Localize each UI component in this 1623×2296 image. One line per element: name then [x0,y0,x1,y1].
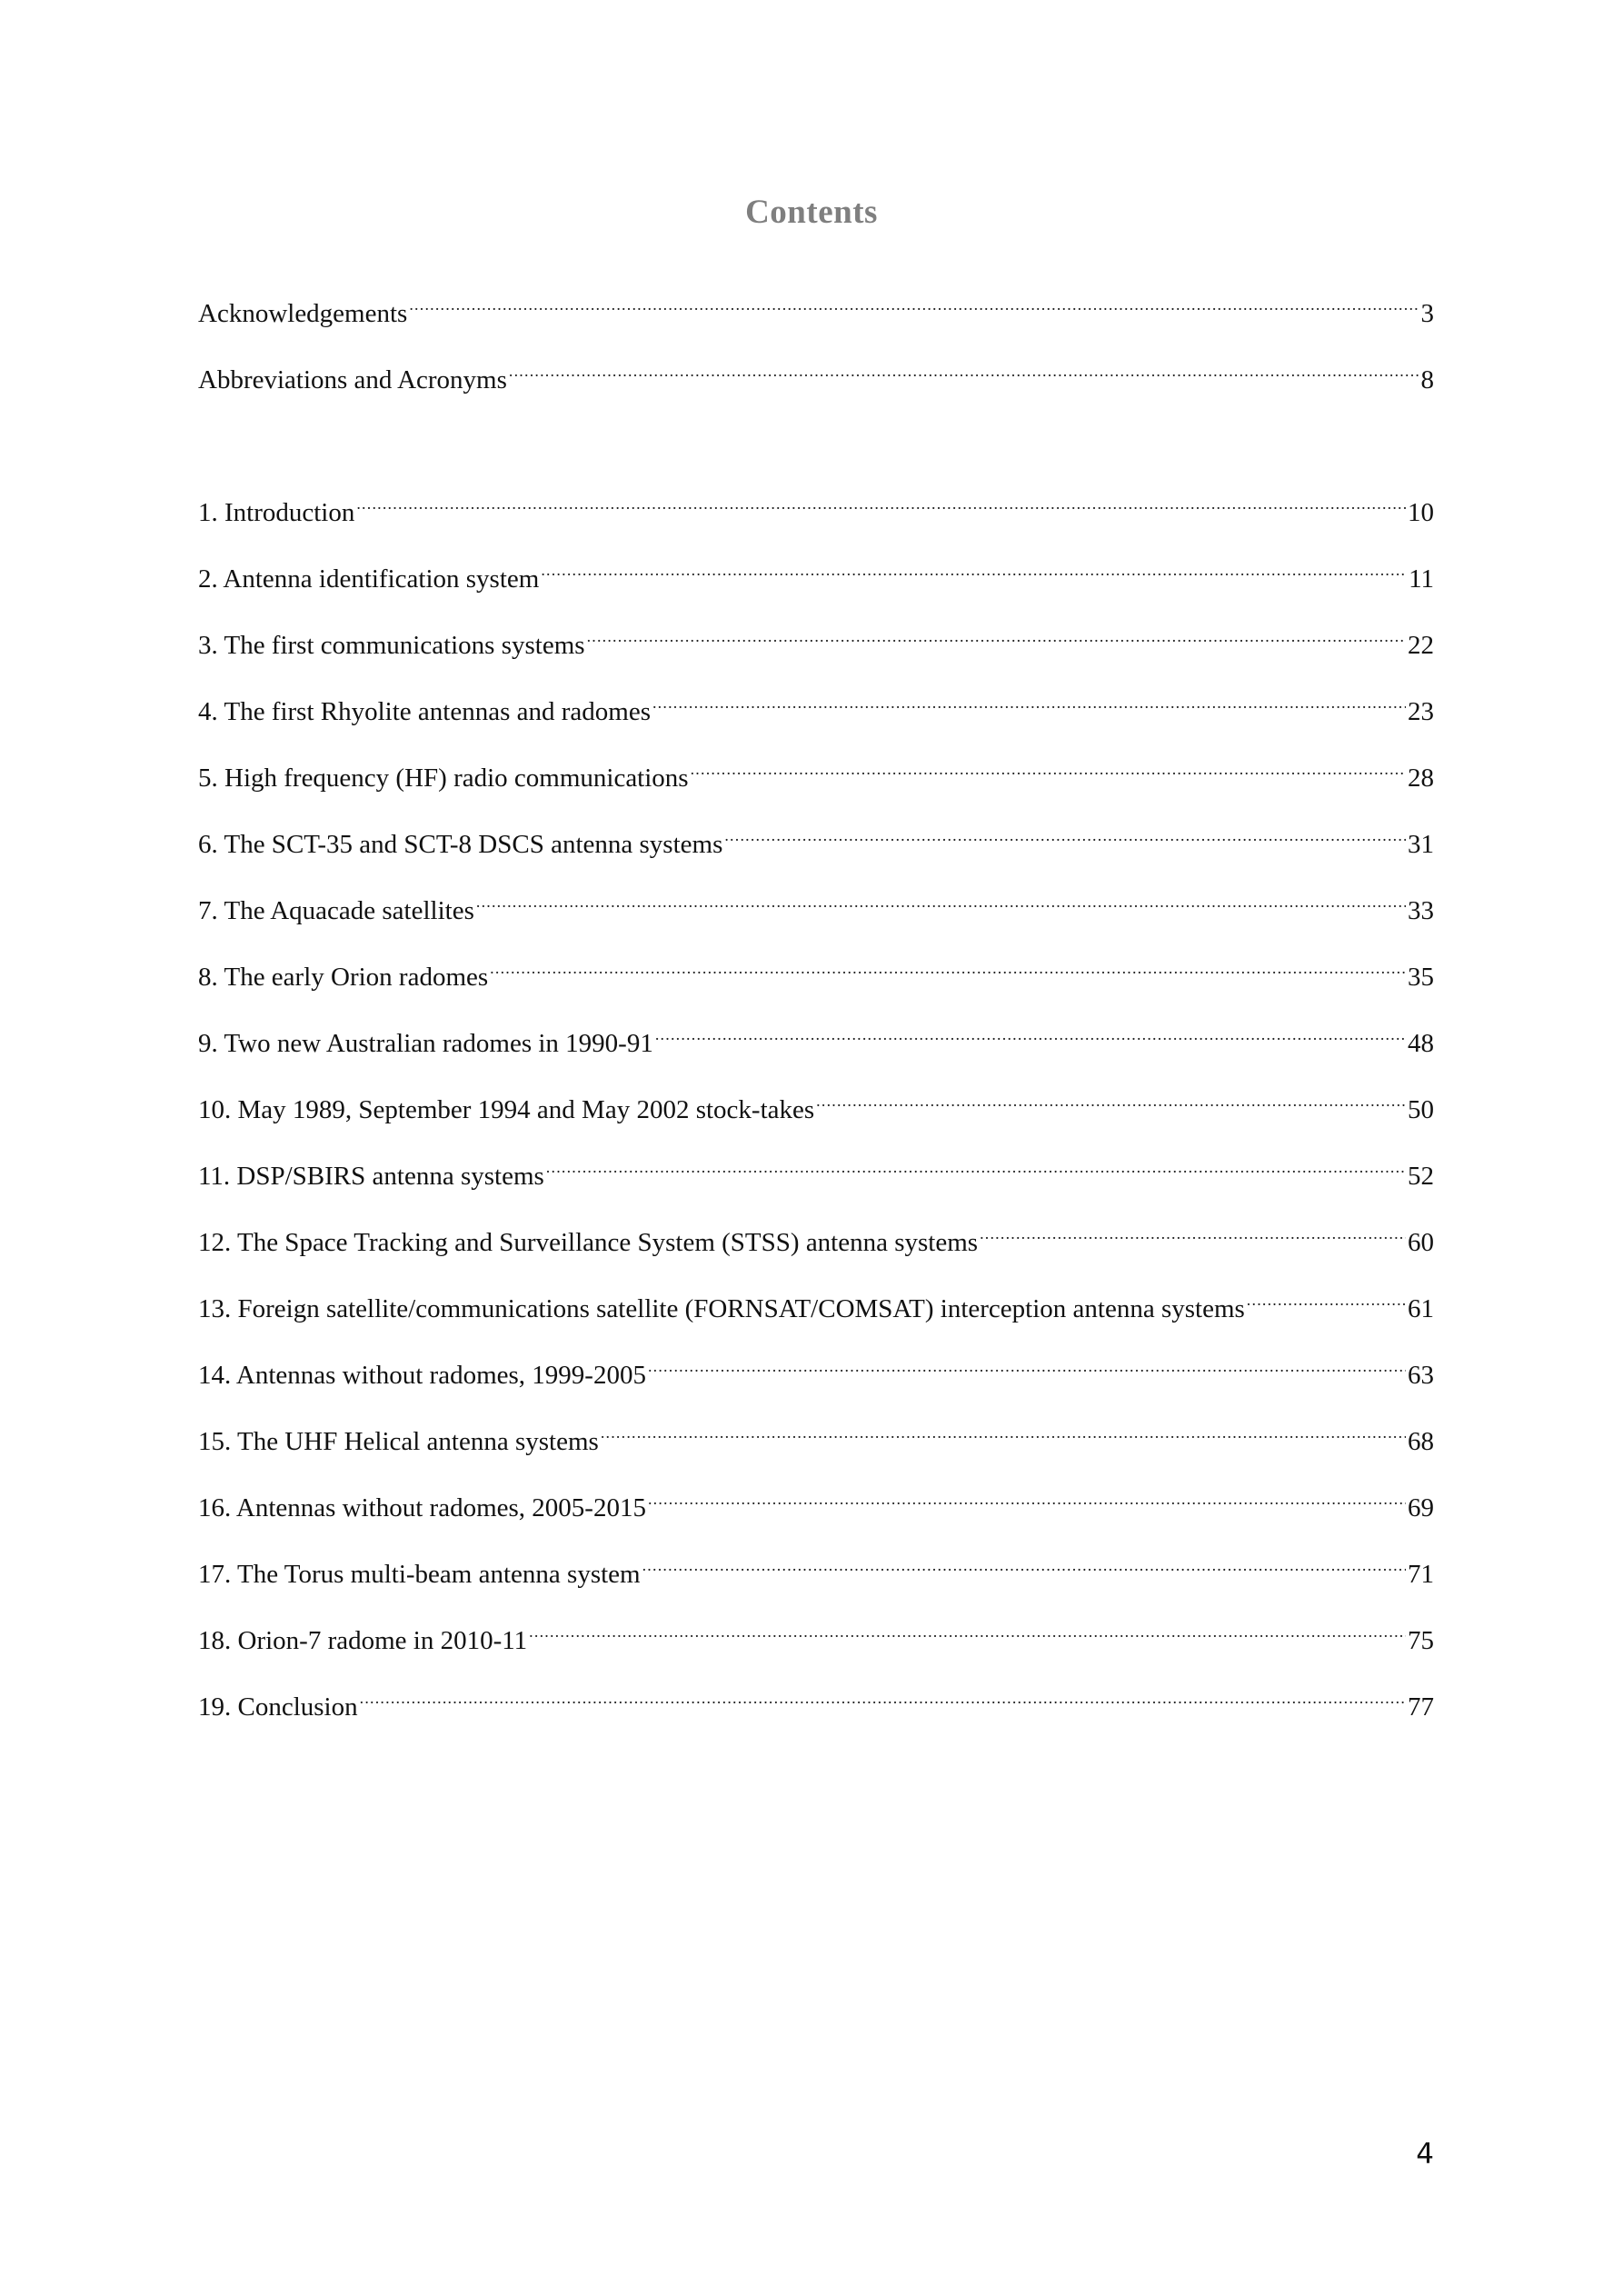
dot-leader [409,285,1419,322]
toc-entry-chapter-1[interactable] [198,484,1434,527]
toc-entry-page: 10 [1408,498,1434,527]
toc-entry-page: 28 [1408,764,1434,793]
toc-entry-page: 3 [1420,299,1434,328]
toc-entry-chapter-11[interactable] [198,1148,1434,1191]
toc-entry-page: 61 [1408,1294,1434,1323]
dot-leader [642,1546,1406,1582]
toc-entry-page: 52 [1408,1162,1434,1191]
toc-entry-label: 16. Antennas without radomes, 2005-2015 [198,1493,646,1522]
toc-entry-label: 11. DSP/SBIRS antenna systems [198,1162,544,1191]
toc-entry-label: 2. Antenna identification system [198,564,540,594]
dot-leader [648,1480,1406,1516]
dot-leader [476,883,1406,919]
toc-entry-page: 48 [1408,1029,1434,1058]
toc-entry-page: 77 [1408,1692,1434,1722]
toc-entry-chapter-2[interactable] [198,551,1434,594]
toc-entry-chapter-3[interactable] [198,617,1434,660]
dot-leader [587,617,1406,654]
toc-entry-label: Abbreviations and Acronyms [198,365,507,394]
dot-leader [356,484,1406,521]
toc-entry-page: 71 [1408,1560,1434,1589]
toc-entry-chapter-16[interactable] [198,1480,1434,1522]
page-title: Contents [745,194,878,231]
dot-leader [490,949,1406,985]
toc-entry-chapter-6[interactable] [198,816,1434,859]
toc-entry-abbreviations[interactable] [198,352,1434,394]
toc-entry-label: 6. The SCT-35 and SCT-8 DSCS antenna systems [198,830,723,859]
toc-entry-label: 12. The Space Tracking and Surveillance System (STSS) antenna systems [198,1228,979,1257]
toc-entry-label: 7. The Aquacade satellites [198,896,474,925]
page-number: 4 [1416,2138,1434,2171]
toc-entry-label: 3. The first communications systems [198,631,585,660]
dot-leader [648,1347,1406,1383]
toc-entry-chapter-18[interactable] [198,1612,1434,1655]
toc-entry-chapter-14[interactable] [198,1347,1434,1390]
toc-entry-chapter-8[interactable] [198,949,1434,992]
toc-entry-chapter-10[interactable] [198,1082,1434,1124]
toc-entry-label: Acknowledgements [198,299,408,328]
dot-leader [360,1679,1406,1715]
toc-entry-acknowledgements[interactable] [198,285,1434,328]
toc-entry-label: 4. The first Rhyolite antennas and radomes [198,697,651,726]
toc-entry-label: 17. The Torus multi-beam antenna system [198,1560,641,1589]
dot-leader [541,551,1407,587]
dot-leader [655,1015,1406,1052]
toc-entry-chapter-19[interactable] [198,1679,1434,1722]
toc-entry-page: 63 [1408,1361,1434,1390]
toc-entry-page: 60 [1408,1228,1434,1257]
dot-leader [1247,1281,1406,1317]
toc-entry-label: 15. The UHF Helical antenna systems [198,1427,599,1456]
dot-leader [816,1082,1406,1118]
dot-leader [691,750,1406,786]
toc-entry-page: 8 [1420,365,1434,394]
toc-entry-page: 50 [1408,1095,1434,1124]
toc-entry-chapter-4[interactable] [198,684,1434,726]
dot-leader [652,684,1406,720]
dot-leader [546,1148,1406,1184]
toc-entry-page: 31 [1408,830,1434,859]
toc-entry-label: 19. Conclusion [198,1692,358,1722]
dot-leader [601,1413,1406,1450]
toc-entry-page: 68 [1408,1427,1434,1456]
dot-leader [509,352,1419,388]
toc-entry-chapter-7[interactable] [198,883,1434,925]
toc-entry-label: 5. High frequency (HF) radio communications [198,764,689,793]
toc-entry-label: 10. May 1989, September 1994 and May 2002 stock-takes [198,1095,815,1124]
toc-entry-page: 69 [1408,1493,1434,1522]
dot-leader [529,1612,1406,1649]
toc-entry-label: 13. Foreign satellite/communications satellite (FORNSAT/COMSAT) interception antenna systems [198,1294,1245,1323]
toc-entry-page: 23 [1408,697,1434,726]
toc-entry-page: 33 [1408,896,1434,925]
toc-entry-page: 35 [1408,963,1434,992]
toc-entry-label: 8. The early Orion radomes [198,963,489,992]
toc-entry-chapter-9[interactable] [198,1015,1434,1058]
toc-entry-page: 22 [1408,631,1434,660]
toc-entry-label: 18. Orion-7 radome in 2010-11 [198,1626,528,1655]
toc-entry-chapter-15[interactable] [198,1413,1434,1456]
toc-entry-chapter-13[interactable] [198,1281,1434,1323]
toc-entry-label: 9. Two new Australian radomes in 1990-91 [198,1029,653,1058]
toc-entry-chapter-12[interactable] [198,1214,1434,1257]
toc-entry-page: 75 [1408,1626,1434,1655]
toc-entry-page: 11 [1409,564,1434,594]
toc-entry-chapter-17[interactable] [198,1546,1434,1589]
toc-entry-chapter-5[interactable] [198,750,1434,793]
dot-leader [724,816,1406,853]
toc-entry-label: 1. Introduction [198,498,355,527]
dot-leader [980,1214,1406,1251]
toc-entry-label: 14. Antennas without radomes, 1999-2005 [198,1361,646,1390]
